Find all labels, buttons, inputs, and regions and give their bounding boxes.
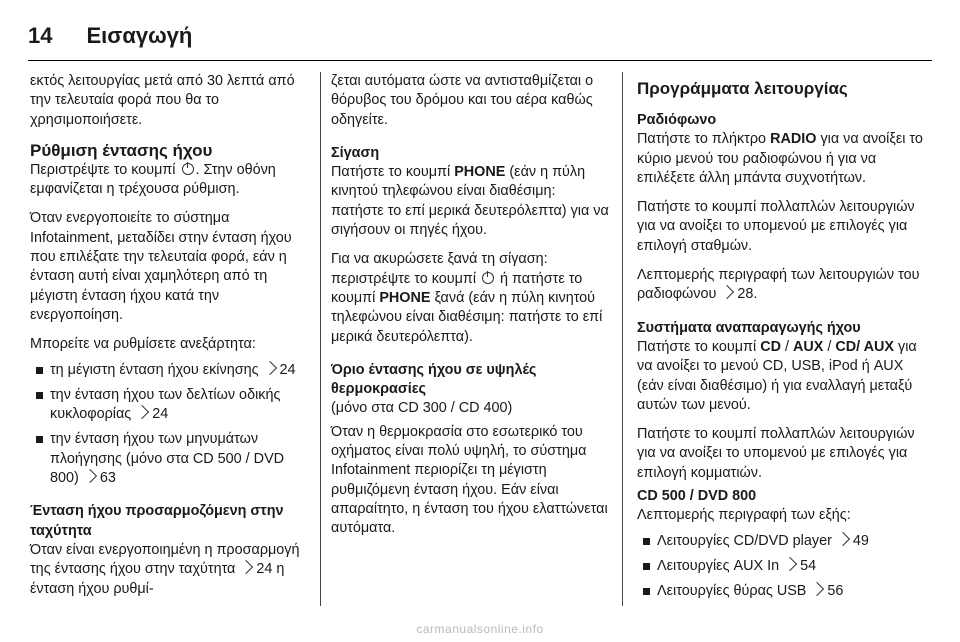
- phone-button-label: PHONE: [379, 289, 431, 306]
- volume-knob-icon: [482, 272, 494, 284]
- aux-button-label: AUX: [792, 338, 824, 355]
- page-reference[interactable]: 54: [800, 557, 817, 574]
- mute-paragraph-1: Πατήστε το κουμπί PHONE (εάν η πύλη κινητού τηλεφώνου είναι διαθέσιμη: πατήστε το επί μερικά δευτερόλεπτα) για να σιγήσουν οι πηγές ήχου.: [331, 164, 609, 239]
- volume-paragraph-2: Όταν ενεργοποιείτε το σύστημα Infotainment, μεταδίδει στην ένταση ήχου που επιλέξατε την τελευταία φορά, εάν η ένταση αυτή είναι χαμηλότερη από τη μέγιστη ένταση ήχου κατά την ενεργοποίηση.: [30, 210, 292, 323]
- page-reference-icon: [836, 532, 850, 546]
- page-reference[interactable]: 24: [279, 361, 296, 378]
- column-1: [30, 72, 316, 609]
- cd500-list: [637, 532, 933, 602]
- volume-limit-subtitle: (μόνο στα CD 300 / CD 400): [331, 400, 513, 417]
- players-paragraph-2: Πατήστε το κουμπί πολλαπλών λειτουργιών για να ανοίξει το υπομενού με επιλογές για επιλογή κομματιών.: [637, 426, 915, 481]
- page-reference[interactable]: 49: [852, 532, 869, 549]
- list-item: την ένταση ήχου των μηνυμάτων πλοήγησης (μόνο στα CD 500 / DVD 800) 63: [30, 430, 316, 488]
- page-header: [28, 16, 192, 56]
- mute-paragraph-2: Για να ακυρώσετε ξανά τη σίγαση: περιστρέψτε το κουμπί ή πατήστε το κουμπί PHONE ξανά (εάν η πύλη κινητού τηλεφώνου είναι διαθέσιμη: πατήστε το επί μερικά δευτερόλεπτα).: [331, 251, 603, 345]
- volume-limit-paragraph: Όταν η θερμοκρασία στο εσωτερικό του οχήματος είναι πολύ υψηλή, το σύστημα Infotainment περιορίζει τη μέγιστη ρυθμιζόμενη ένταση ήχου. Εάν είναι απαραίτητο, η ένταση του ήχου ελαττώνεται αυτόματα.: [331, 423, 608, 537]
- cd500-paragraph: Λεπτομερής περιγραφή των εξής:: [637, 507, 851, 524]
- volume-paragraph-1: Περιστρέψτε το κουμπί . Στην οθόνη εμφανίζεται η τρέχουσα ρύθμιση.: [30, 161, 276, 198]
- bullet-icon: [36, 436, 43, 443]
- radio-paragraph-1: Πατήστε το πλήκτρο RADIO για να ανοίξει το κύριο μενού του ραδιοφώνου ή για να επιλέξετε άλλη μπάντα συχνοτήτων.: [637, 131, 923, 186]
- volume-knob-icon: [182, 163, 194, 175]
- list-item: Λειτουργίες CD/DVD player 49: [637, 532, 933, 551]
- page-reference-icon: [783, 557, 797, 571]
- bullet-icon: [643, 563, 650, 570]
- volume-paragraph-3: Μπορείτε να ρυθμίσετε ανεξάρτητα:: [30, 336, 256, 353]
- page-reference[interactable]: 24: [152, 406, 169, 423]
- heading-radio: Ραδιόφωνο: [637, 112, 717, 128]
- page-reference-icon: [83, 469, 97, 483]
- heading-speed-volume: Ένταση ήχου προσαρμοζόμενη στην ταχύτητα: [30, 503, 284, 539]
- page-reference[interactable]: 63: [99, 470, 116, 487]
- list-item: τη μέγιστη ένταση ήχου εκίνησης 24: [30, 361, 316, 380]
- page-reference-icon: [810, 582, 824, 596]
- speed-paragraph: Όταν είναι ενεργοποιημένη η προσαρμογή της έντασης ήχου στην ταχύτητα 24 η ένταση ήχου ρυθμί-: [30, 541, 300, 597]
- page-reference[interactable]: 28.: [737, 286, 758, 303]
- heading-volume: Ρύθμιση έντασης ήχου: [30, 140, 213, 160]
- cd-button-label: CD: [760, 338, 781, 355]
- list-item: Λειτουργίες AUX In 54: [637, 557, 933, 576]
- watermark: carmanualsonline.info: [416, 622, 544, 636]
- radio-button-label: RADIO: [770, 131, 817, 148]
- cd-aux-button-label: CD/ AUX: [835, 338, 895, 355]
- heading-audio-players: Συστήματα αναπαραγωγής ήχου: [637, 319, 861, 336]
- bullet-icon: [36, 367, 43, 374]
- column-divider-1: [320, 72, 321, 606]
- chapter-title: Εισαγωγή: [86, 23, 193, 48]
- intro-paragraph: εκτός λειτουργίας μετά από 30 λεπτά από την τελευταία φορά που θα το χρησιμοποιήσετε.: [30, 73, 295, 128]
- page-reference-icon: [720, 285, 734, 299]
- heading-cd500: CD 500 / DVD 800: [637, 488, 757, 505]
- heading-volume-limit: Όριο έντασης ήχου σε υψηλές θερμοκρασίες: [331, 361, 537, 398]
- column-3: [637, 72, 933, 612]
- heading-operating-modes: Προγράμματα λειτουργίας: [637, 79, 848, 98]
- column-2: [331, 72, 611, 549]
- page-number: 14: [28, 23, 53, 48]
- page-reference[interactable]: 24: [256, 561, 273, 578]
- volume-list: [30, 361, 316, 489]
- column-divider-2: [622, 72, 623, 606]
- bullet-icon: [643, 538, 650, 545]
- radio-paragraph-3: Λεπτομερής περιγραφή των λειτουργιών του ραδιοφώνου 28.: [637, 267, 920, 303]
- heading-mute: Σίγαση: [331, 144, 380, 161]
- players-paragraph-1: Πατήστε το κουμπί CD / AUX / CD/ AUX για να ανοίξει το μενού CD, USB, iPod ή AUX (εάν είναι διαθέσιμο) ή για εναλλαγή μεταξύ αυτών των μενού.: [637, 338, 917, 413]
- radio-paragraph-2: Πατήστε το κουμπί πολλαπλών λειτουργιών για να ανοίξει το υπομενού με επιλογές για επιλογή σταθμών.: [637, 199, 915, 254]
- page-reference-icon: [239, 560, 253, 574]
- header-rule: [28, 60, 932, 61]
- continuation-paragraph: ζεται αυτόματα ώστε να αντισταθμίζεται ο θόρυβος του δρόμου και του αέρα καθώς οδηγείτε.: [331, 73, 594, 128]
- list-item: Λειτουργίες θύρας USB 56: [637, 582, 933, 601]
- page-reference-icon: [135, 405, 149, 419]
- bullet-icon: [36, 392, 43, 399]
- page-reference[interactable]: 56: [827, 583, 844, 600]
- list-item: την ένταση ήχου των δελτίων οδικής κυκλοφορίας 24: [30, 386, 316, 425]
- phone-button-label: PHONE: [454, 164, 506, 181]
- page-reference-icon: [262, 360, 276, 374]
- bullet-icon: [643, 588, 650, 595]
